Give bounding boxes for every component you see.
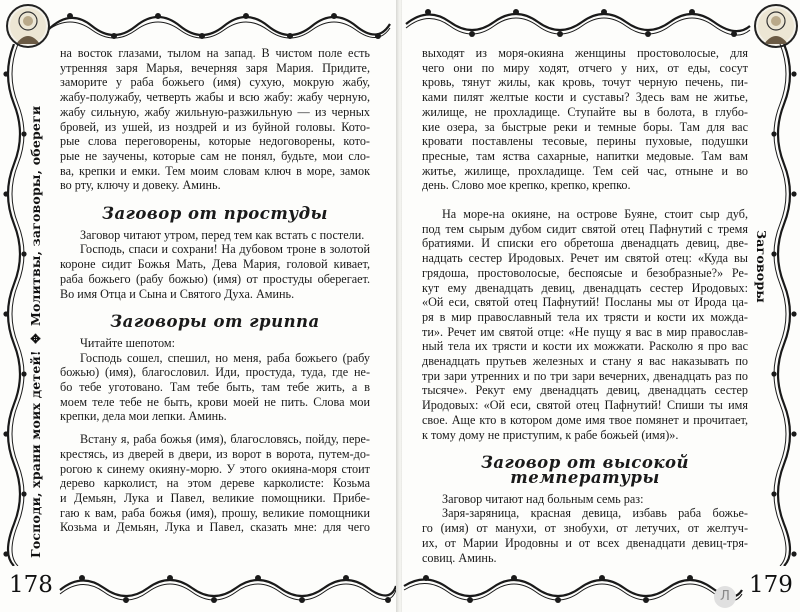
text-line: Господь сошел, спешил, но меня, раба божьего (рабу	[80, 350, 370, 365]
text-line: во рту, ключу и довеку. Аминь.	[60, 178, 221, 193]
text-line: дерево карколист, на этом дереве карколисте: Козьма	[60, 476, 370, 491]
bottom-ornament-left	[0, 568, 398, 612]
text-line: Во имя Отца и Сына и Святого Духа. Аминь.	[60, 286, 295, 301]
text-line: под тем сырым дубом сидит святой отец Пафнутий с тремя	[422, 221, 748, 236]
text-line: братиями. И списки его обретоша двенадцать девиц, две-	[422, 236, 748, 251]
text-line: тысяче». Рекут ему двенадцать девиц, двенадцать сестер	[422, 383, 748, 398]
section-heading: Заговор от простуды	[102, 204, 328, 224]
text-line: крестясь, из дверей в двери, из ворот в ворота, путем-до-	[60, 446, 370, 461]
text-line: жабу-полужабу, четверть жабы и всю жабу: жабу черную,	[60, 90, 370, 105]
text-line: жилище, не прохладище. Ступайте вы в болота, в глубо-	[422, 104, 748, 119]
text-line: На море-на окияне, на острове Буяне, стоит сыр дуб,	[442, 207, 748, 222]
left-page-text	[60, 46, 370, 535]
text-line: свое. Аще кто в котором доме имя твое помянет и прочитает,	[422, 412, 748, 427]
top-ornament-left	[0, 0, 398, 44]
text-line: ря в мир православный тела их трясти и кости их можда-	[422, 309, 748, 324]
text-line: житье, жилище, прохладище. Тем сей час, отныне и во	[422, 163, 748, 178]
top-ornament-right	[402, 0, 800, 44]
text-line: выходят из моря-окияна женщины простоволосые, для	[422, 46, 748, 60]
text-line: короне сидит Божья Мать, Дева Мария, головой кивает,	[60, 257, 370, 272]
text-line: ками пилят желтые кости и суставы? Здесь вам не житье,	[422, 90, 748, 105]
right-side-caption: Заговоры	[754, 230, 769, 304]
right-page	[402, 0, 800, 612]
text-line: рые слова переговорены, которые недоговорены, кото-	[60, 134, 370, 149]
text-line: Козьма и Демьян, Лука и Павел, сказать мне: для чего	[60, 520, 370, 535]
saint-icon-medallion	[6, 4, 50, 48]
text-line: моем теле тебе не быть, крови моей не пить. Слова мои	[60, 394, 370, 409]
text-line: «Ой еси, святой отец Пафнутий! Посланы мы от Ирода ца-	[422, 295, 748, 310]
text-line: и Демьян, Лука и Павел, великие помощники. Прибе-	[60, 490, 370, 505]
text-line: три зари утренних и по три зари вечерних, двенадцать раз по	[422, 368, 748, 383]
text-line: кие озера, за быстрые реки и темные боры. Там для вас	[422, 119, 748, 134]
text-line: их, от Марии Иродовны и от всех двенадцати девиц-тря-	[422, 535, 748, 550]
text-line: рые не заучены, которые сам не понял, будьте, мои сло-	[60, 148, 370, 163]
bottom-ornament-right	[402, 568, 800, 612]
section-heading: Заговор от высокой температуры	[480, 453, 690, 487]
text-line: Заговор читают над больным семь раз:	[442, 491, 644, 506]
text-line: грядоша, простоволосые, беспоясые и безобразные?» Ре-	[422, 265, 748, 280]
right-page-number: 179	[746, 572, 796, 598]
text-line: ный тела их трясти и кости их можжати. Расколю я про вас	[422, 339, 748, 354]
left-side-caption: Господи, храни моих детей! ✥ Молитвы, заговоры, обереги	[28, 105, 43, 558]
text-line: кровь, тянут жилы, как кровь, точут черную печень, пи-	[422, 75, 748, 90]
text-line: пресные, там яства сахарные, напитки медовые. Там вам	[422, 148, 748, 163]
text-line: бровей, из ушей, из ноздрей и из буйной головы. Кото-	[60, 119, 370, 134]
text-line: Читайте шепотом:	[80, 335, 176, 350]
text-line: надцать сестер Иродовых. Речет им святой отец: «Куда вы	[422, 251, 748, 266]
text-line: совиц. Аминь.	[422, 550, 497, 565]
right-page-text	[422, 46, 748, 565]
text-line: день. Слово мое крепко, крепко, крепко.	[422, 178, 631, 193]
watermark-logo: Л	[714, 586, 736, 608]
text-line: жабу сильную, жабу жильную-разжильную — из черных	[60, 104, 370, 119]
text-line: заморите у раба божьего (имя) сухую, мокрую жабу,	[60, 75, 370, 90]
text-line: кут ему двенадцать девиц, двенадцать сестер Иродовых:	[422, 280, 748, 295]
text-line: гаю к вам, раба божья (имя), прошу, великие помощники	[60, 505, 370, 520]
text-line: рогою к синему окияну-морю. У этого окияна-моря стоит	[60, 461, 370, 476]
text-line: Заря-заряница, красная девица, избавь раба божье-	[442, 506, 748, 521]
text-line: к тому дому не приступим, к рабе божьей (имя)».	[422, 427, 679, 442]
text-line: на восток глазами, тылом на запад. В чистом поле есть	[60, 46, 370, 60]
section-heading: Заговоры от гриппа	[110, 312, 320, 332]
left-border-ornament	[0, 44, 30, 566]
text-line: двенадцать прутьев железных и стану я вас наказывать по	[422, 354, 748, 369]
text-line: Встану я, раба божья (имя), благословясь, пойду, пере-	[80, 432, 370, 447]
text-line: бо тебе уготовано. Там тебе быть, там тебе жить, а в	[60, 380, 370, 395]
text-line: ва, крепки и емки. Тем моим словам ключ в море, замок	[60, 163, 370, 178]
text-line: утренняя заря Марья, вечерняя заря Мария. Придите,	[60, 60, 370, 75]
right-border-ornament	[770, 44, 800, 566]
text-line: крепки, дела мои лепки. Аминь.	[60, 409, 227, 424]
text-line: Господь, спаси и сохрани! На дубовом троне в золотой	[80, 242, 370, 257]
left-page-number: 178	[6, 572, 56, 598]
text-line: чего они по миру ходят, отчего у них, от еды, сосут	[422, 60, 748, 75]
text-line: божью) (имя), благословил. Иди, простуда, туда, где не-	[60, 365, 370, 380]
text-line: Заговор читают утром, перед тем как встать с постели.	[80, 227, 365, 242]
text-line: раба божьего (рабу божью) (имя) от простуды оберегает.	[60, 271, 370, 286]
saint-icon-medallion	[754, 4, 798, 48]
text-line: Иродовых: «Ой еси, святой отец Пафнутий! Спиши ты имя	[422, 398, 748, 413]
left-page	[0, 0, 398, 612]
text-line: ти». Речет им святой отце: «Не пущу я вас в мир православ-	[422, 324, 748, 339]
text-line: кровати поставлены тесовые, перины пуховые, подушки	[422, 134, 748, 149]
text-line: го (имя) от манухи, от знобухи, от летучих, от желтуч-	[422, 521, 748, 536]
